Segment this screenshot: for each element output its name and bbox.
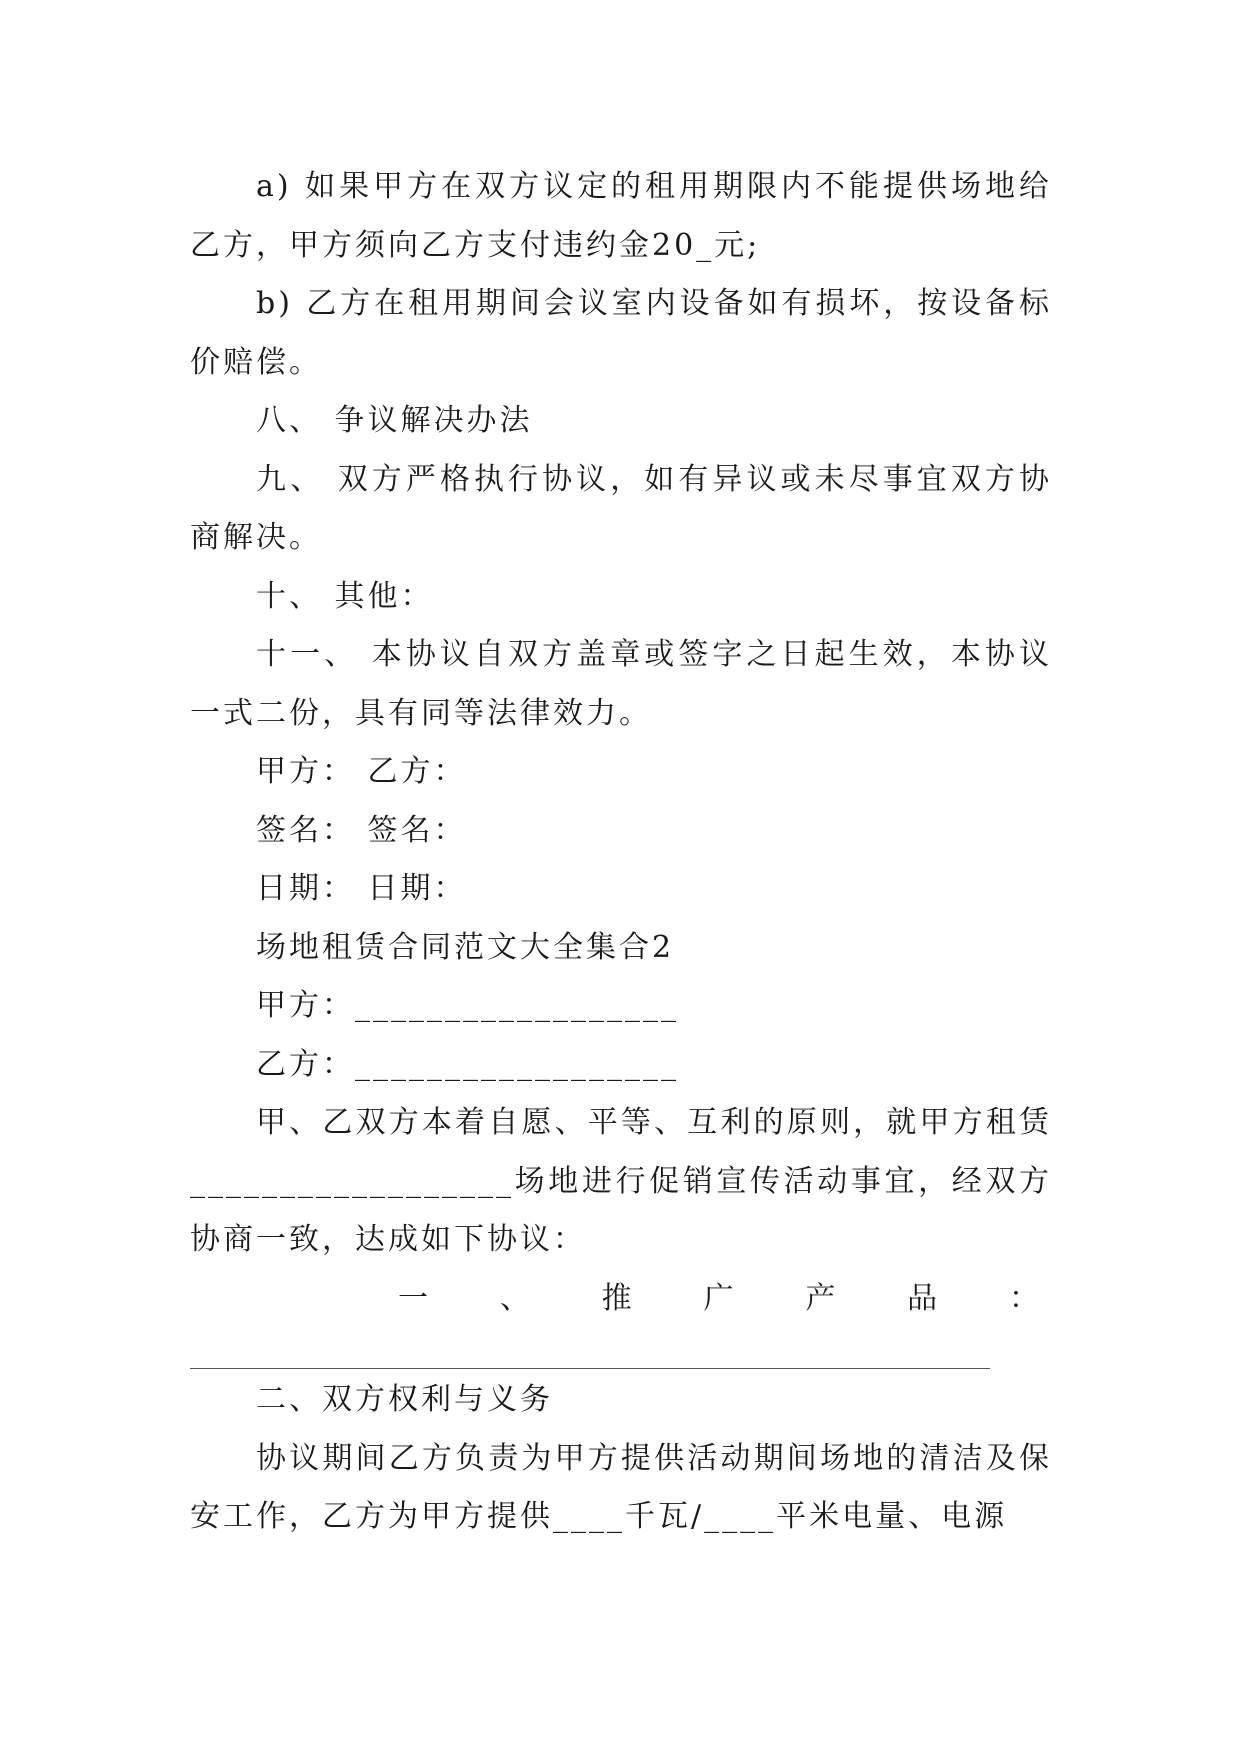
party-a-line: 甲方：__________________ [256, 988, 679, 1023]
date-labels: 日期： 日期： [256, 871, 467, 906]
heading-char: 产 [805, 1280, 839, 1316]
heading-char: 、 [499, 1280, 533, 1316]
contract-2-title: 场地租赁合同范文大全集合2 [256, 929, 675, 965]
signature-labels: 签名： 签名： [256, 812, 467, 848]
clause-b-damage: b) 乙方在租用期间会议室内设备如有损坏，按设备标价赔偿。 [190, 286, 1052, 380]
rights-paragraph: 协议期间乙方负责为甲方提供活动期间场地的清洁及保安工作，乙方为甲方提供____千瓦/____平米电量、电源 [190, 1440, 1052, 1534]
heading-char: 广 [703, 1280, 737, 1316]
heading-char: 一 [398, 1280, 431, 1316]
clause-a-penalty: a) 如果甲方在双方议定的租用期限内不能提供场地给乙方，甲方须向乙方支付违约金20_元; [190, 169, 1052, 263]
clause-9-execution: 九、 双方严格执行协议，如有异议或未尽事宜双方协商解决。 [190, 461, 1052, 555]
blank-fill-line [190, 1350, 990, 1369]
document-page [190, 158, 1052, 1547]
clause-8-dispute: 八、 争议解决办法 [256, 403, 533, 438]
party-b-line: 乙方：__________________ [256, 1046, 679, 1082]
heading-char: ： [1008, 1280, 1042, 1316]
heading-char: 推 [601, 1280, 635, 1316]
clause-10-other: 十、 其他： [256, 578, 434, 614]
party-labels: 甲方： 乙方： [256, 754, 467, 789]
preamble-paragraph: 甲、乙双方本着自愿、平等、互利的原则，就甲方租赁__________________场地进行促销宣传活动事宜，经双方协商一致，达成如下协议： [190, 1105, 1052, 1257]
heading-char: 品 [907, 1280, 941, 1316]
section-1-heading [190, 1270, 1052, 1329]
clause-11-effect: 十一、 本协议自双方盖章或签字之日起生效，本协议一式二份，具有同等法律效力。 [190, 637, 1052, 731]
section-2-heading: 二、双方权利与义务 [256, 1382, 553, 1417]
